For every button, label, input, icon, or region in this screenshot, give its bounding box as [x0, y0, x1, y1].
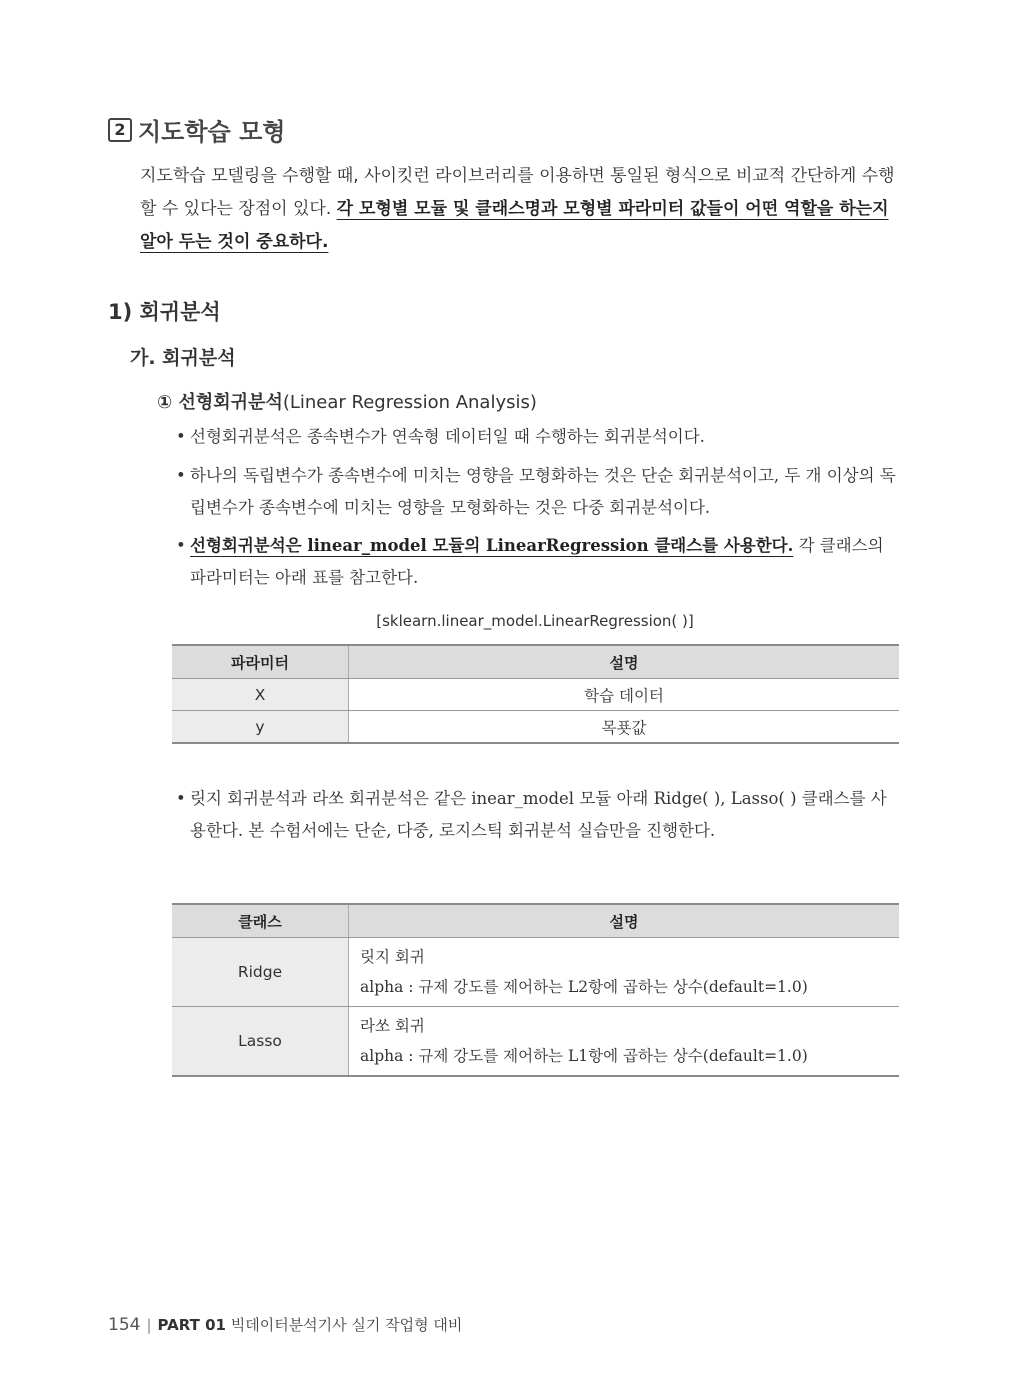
header-description: 설명 — [349, 904, 900, 938]
bullet-text: 릿지 회귀분석과 라쏘 회귀분석은 같은 inear_model 모듈 아래 Ridge( ), Lasso( ) 클래스를 사용한다. 본 수험서에는 단순, 다중, 로지스틱 회귀분석 실습만을 진행한다. — [190, 789, 887, 840]
footer-part: PART 01 — [157, 1316, 226, 1334]
desc-cell: 목푯값 — [349, 711, 900, 744]
intro-emphasis: 각 모형별 모듈 및 클래스명과 모형별 파라미터 값들이 어떤 역할을 하는지 알아 두는 것이 중요하다. — [140, 199, 889, 252]
table-header-row — [172, 904, 899, 938]
section-number-badge: 2 — [108, 118, 132, 142]
table-row — [172, 679, 899, 711]
table-row — [172, 938, 899, 1007]
param-cell: y — [172, 711, 349, 744]
bullet-dot: • — [176, 427, 186, 446]
desc-line: alpha : 규제 강도를 제어하는 L2항에 곱하는 상수(default=1.0) — [360, 978, 808, 996]
subheading-regression: 가. 회귀분석 — [130, 347, 236, 369]
intro-paragraph — [140, 160, 902, 259]
linear-regression-en: (Linear Regression Analysis) — [282, 392, 537, 413]
bullet-item — [176, 783, 902, 847]
desc-line: 릿지 회귀 — [360, 948, 425, 966]
footer-book-title: 빅데이터분석기사 실기 작업형 대비 — [230, 1316, 463, 1334]
table-row — [172, 1007, 899, 1077]
bullet-text-wrap — [190, 530, 902, 594]
bullet-item — [176, 460, 902, 524]
desc-cell — [349, 938, 900, 1007]
class-table — [172, 903, 899, 1077]
parameter-table — [172, 644, 899, 744]
bullet-emphasis: 선형회귀분석은 linear_model 모듈의 LinearRegression 클래스를 사용한다. — [190, 536, 794, 555]
desc-cell: 학습 데이터 — [349, 679, 900, 711]
table-caption: [sklearn.linear_model.LinearRegression( )] — [376, 612, 694, 630]
table-row — [172, 711, 899, 744]
bullet-text: 하나의 독립변수가 종속변수에 미치는 영향을 모형화하는 것은 단순 회귀분석이고, 두 개 이상의 독립변수가 종속변수에 미치는 영향을 모형화하는 것은 다중 회귀분석이다. — [190, 466, 896, 517]
header-parameter: 파라미터 — [172, 645, 349, 679]
bullet-text: 각 클래스의 파라미터는 아래 표를 참고한다. — [190, 536, 884, 587]
table-header-row — [172, 645, 899, 679]
intro-text: 지도학습 모델링을 수행할 때, 사이킷런 라이브러리를 이용하면 통일된 형식으로 비교적 간단하게 수행할 수 있다는 장점이 있다. — [140, 166, 895, 219]
header-description: 설명 — [349, 645, 900, 679]
desc-line: alpha : 규제 강도를 제어하는 L1항에 곱하는 상수(default=1.0) — [360, 1047, 808, 1065]
bullet-text: 선형회귀분석은 종속변수가 연속형 데이터일 때 수행하는 회귀분석이다. — [190, 427, 705, 446]
desc-cell — [349, 1007, 900, 1077]
bullet-dot: • — [176, 789, 186, 808]
header-class: 클래스 — [172, 904, 349, 938]
bullet-dot: • — [176, 536, 186, 555]
section-title: 지도학습 모형 — [138, 118, 286, 146]
bullet-item — [176, 421, 902, 453]
subsubheading-linear-regression — [157, 388, 537, 414]
bullet-item — [176, 530, 902, 594]
param-cell: X — [172, 679, 349, 711]
heading-regression: 1) 회귀분석 — [108, 300, 221, 324]
desc-line: 라쏘 회귀 — [360, 1017, 425, 1035]
page-footer — [108, 1314, 462, 1335]
bullet-dot: • — [176, 466, 186, 485]
linear-regression-ko: ① 선형회귀분석 — [157, 392, 283, 413]
class-cell: Ridge — [172, 938, 349, 1007]
page-number: 154 — [108, 1315, 141, 1335]
class-cell: Lasso — [172, 1007, 349, 1077]
footer-separator: | — [146, 1316, 152, 1334]
